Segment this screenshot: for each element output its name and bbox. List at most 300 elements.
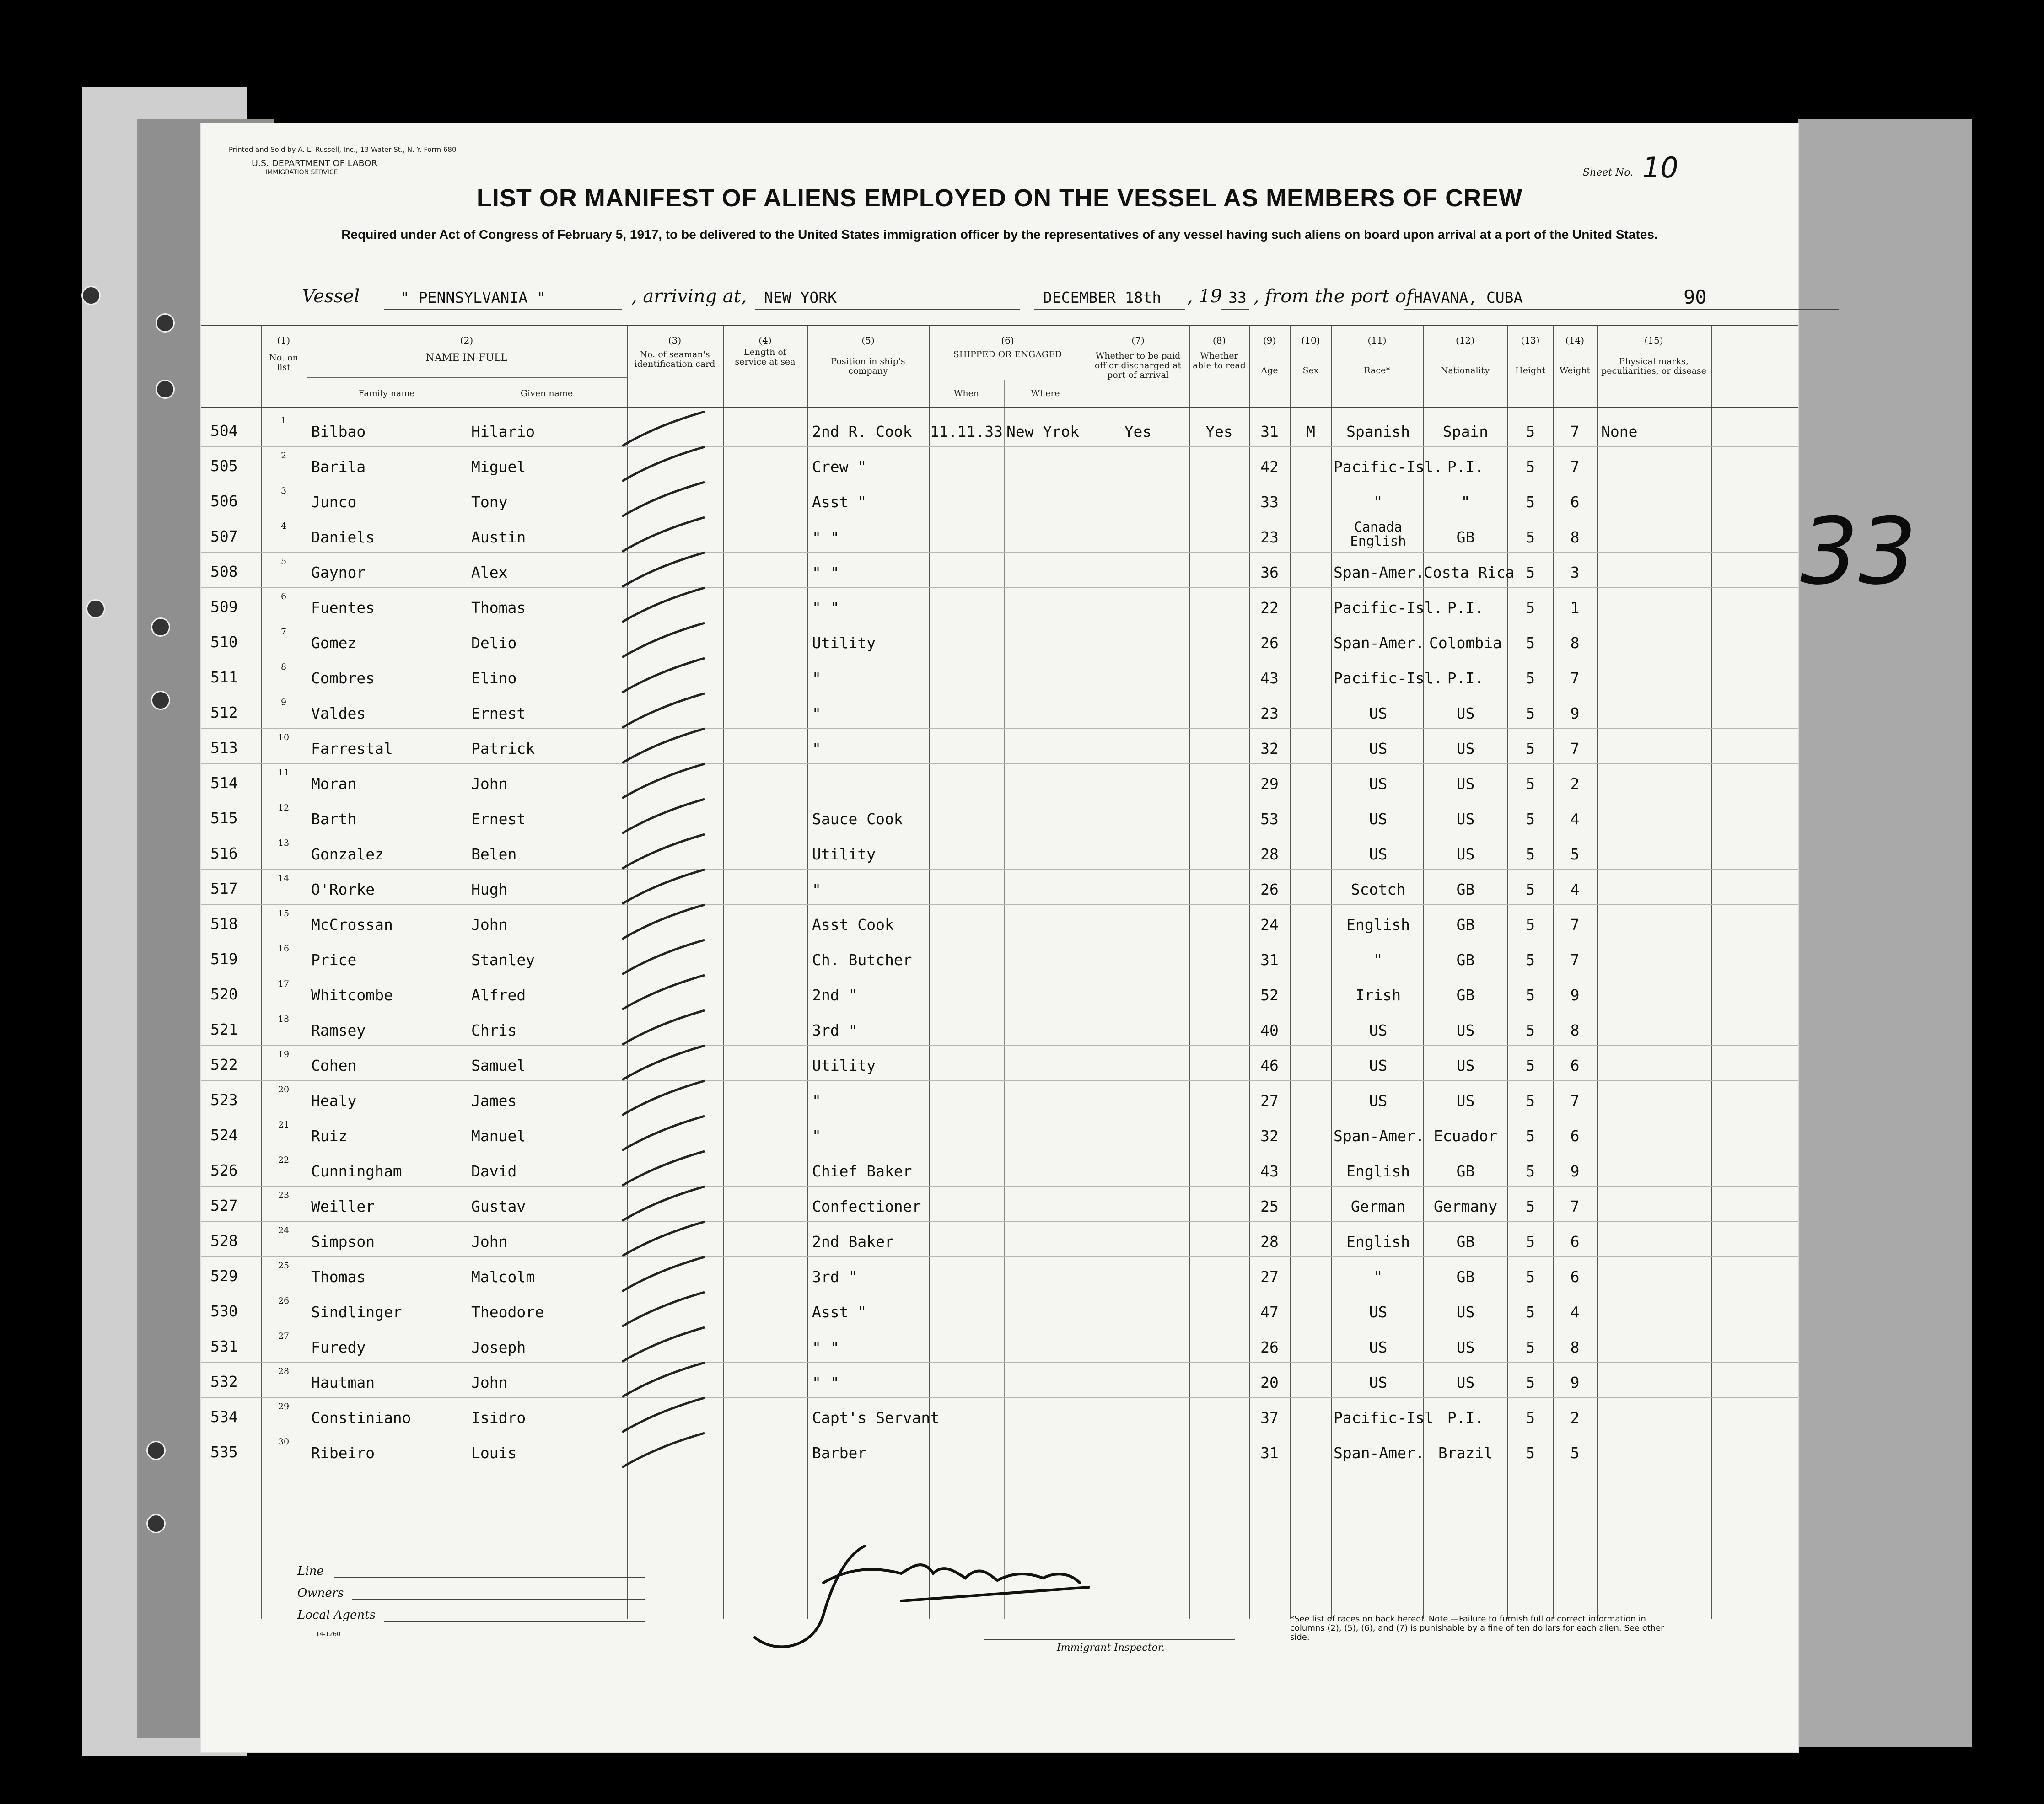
row-id: 531 bbox=[210, 1337, 238, 1355]
cell-age: 23 bbox=[1260, 704, 1279, 722]
row-id: 526 bbox=[210, 1161, 238, 1179]
cell-family: Simpson bbox=[311, 1233, 375, 1251]
cell-given: John bbox=[471, 1374, 508, 1391]
cell-nationality: GB bbox=[1456, 1233, 1475, 1251]
table-row bbox=[201, 1222, 1798, 1257]
cell-no: 21 bbox=[278, 1120, 290, 1130]
cell-family: Healy bbox=[311, 1092, 357, 1110]
col-14-header: Weight bbox=[1559, 365, 1591, 376]
printer-credit: Printed and Sold by A. L. Russell, Inc., 13 Water St., N. Y. Form 680 bbox=[229, 145, 457, 154]
cell-age: 27 bbox=[1260, 1092, 1279, 1110]
cell-race: Pacific-Isl. bbox=[1334, 458, 1443, 476]
cell-race: Pacific-Isl. bbox=[1334, 599, 1443, 617]
cell-race: US bbox=[1369, 810, 1388, 828]
cell-weight: 7 bbox=[1570, 458, 1580, 476]
sheet-number-label: Sheet No. bbox=[1583, 167, 1634, 178]
cell-nationality: GB bbox=[1456, 986, 1475, 1004]
cell-nationality: US bbox=[1456, 1057, 1475, 1074]
department-label: U.S. DEPARTMENT OF LABOR bbox=[252, 158, 377, 168]
cell-nationality: Costa Rica bbox=[1424, 564, 1515, 581]
col-5-header: Position in ship's company bbox=[831, 356, 905, 376]
cell-no: 6 bbox=[280, 591, 287, 601]
cell-weight: 8 bbox=[1570, 634, 1580, 652]
cell-race: Span-Amer. bbox=[1334, 1444, 1425, 1462]
cell-height: 5 bbox=[1526, 916, 1535, 934]
arrival-date: DECEMBER 18th bbox=[1043, 289, 1162, 306]
row-id: 520 bbox=[210, 985, 238, 1003]
cell-weight: 4 bbox=[1570, 810, 1580, 828]
cell-weight: 2 bbox=[1570, 775, 1580, 793]
cell-height: 5 bbox=[1526, 740, 1535, 757]
col-2-num: (2) bbox=[460, 335, 473, 346]
cell-no: 16 bbox=[278, 944, 290, 954]
cell-family: Ribeiro bbox=[311, 1444, 375, 1462]
table-row bbox=[201, 1398, 1798, 1433]
row-id: 514 bbox=[210, 774, 238, 792]
row-id: 529 bbox=[210, 1267, 238, 1285]
cell-weight: 3 bbox=[1570, 564, 1580, 581]
row-id: 516 bbox=[210, 844, 238, 862]
manifest-table bbox=[201, 325, 1798, 1619]
row-id: 513 bbox=[210, 739, 238, 757]
cell-given: Tony bbox=[471, 493, 508, 511]
cell-age: 46 bbox=[1260, 1057, 1279, 1074]
cell-nationality: Colombia bbox=[1429, 634, 1502, 652]
punch-hole bbox=[156, 380, 175, 399]
table-row bbox=[201, 588, 1798, 623]
cell-age: 32 bbox=[1260, 1127, 1279, 1145]
cell-family: Barila bbox=[311, 458, 366, 476]
cell-weight: 9 bbox=[1570, 986, 1580, 1004]
col-12-header: Nationality bbox=[1440, 365, 1490, 376]
cell-position: " bbox=[812, 704, 821, 722]
cell-height: 5 bbox=[1526, 775, 1535, 793]
cell-height: 5 bbox=[1526, 1409, 1535, 1427]
table-row bbox=[201, 553, 1798, 588]
table-row bbox=[201, 447, 1798, 482]
cell-given: Hugh bbox=[471, 881, 508, 898]
cell-no: 28 bbox=[278, 1366, 290, 1376]
cell-no: 5 bbox=[280, 556, 287, 566]
cell-position: Asst " bbox=[812, 1303, 867, 1321]
cell-age: 33 bbox=[1260, 493, 1279, 511]
cell-family: Whitcombe bbox=[311, 986, 393, 1004]
table-row bbox=[201, 764, 1798, 799]
col-11-header: Race* bbox=[1364, 365, 1390, 376]
cell-age: 42 bbox=[1260, 458, 1279, 476]
cell-no: 2 bbox=[280, 451, 287, 461]
row-id: 519 bbox=[210, 950, 238, 968]
cell-race: Spanish bbox=[1346, 423, 1410, 440]
cell-given: Hilario bbox=[471, 423, 535, 440]
cell-height: 5 bbox=[1526, 493, 1535, 511]
table-row bbox=[201, 975, 1798, 1010]
cell-height: 5 bbox=[1526, 881, 1535, 898]
col-7-num: (7) bbox=[1131, 335, 1145, 346]
manifest-sheet bbox=[201, 123, 1798, 1752]
col-10-num: (10) bbox=[1301, 335, 1320, 346]
cell-weight: 7 bbox=[1570, 1092, 1580, 1110]
col-8-header: Whether able to read bbox=[1193, 351, 1246, 370]
cell-nationality: US bbox=[1456, 1338, 1475, 1356]
cell-nationality: GB bbox=[1456, 881, 1475, 898]
punch-hole bbox=[151, 691, 170, 710]
cell-weight: 8 bbox=[1570, 528, 1580, 546]
col-6-header: SHIPPED OR ENGAGED bbox=[953, 349, 1062, 360]
col-2-header: NAME IN FULL bbox=[425, 352, 508, 364]
cell-position: Barber bbox=[812, 1444, 867, 1462]
cell-weight: 6 bbox=[1570, 1268, 1580, 1286]
cell-family: Thomas bbox=[311, 1268, 366, 1286]
table-row bbox=[201, 1433, 1798, 1468]
cell-nationality: US bbox=[1456, 1021, 1475, 1039]
cell-family: Bilbao bbox=[311, 423, 366, 440]
table-row bbox=[201, 1257, 1798, 1292]
cell-weight: 7 bbox=[1570, 1197, 1580, 1215]
cell-no: 26 bbox=[278, 1296, 290, 1306]
cell-given: Malcolm bbox=[471, 1268, 535, 1286]
cell-weight: 4 bbox=[1570, 881, 1580, 898]
cell-family: Combres bbox=[311, 669, 375, 687]
cell-family: Valdes bbox=[311, 704, 366, 722]
cell-no: 1 bbox=[280, 415, 287, 425]
cell-no: 3 bbox=[280, 486, 287, 496]
cell-weight: 2 bbox=[1570, 1409, 1580, 1427]
cell-nationality: US bbox=[1456, 845, 1475, 863]
cell-family: Farrestal bbox=[311, 740, 393, 757]
table-row bbox=[201, 940, 1798, 975]
cell-weight: 9 bbox=[1570, 1162, 1580, 1180]
cell-paid: Yes bbox=[1124, 423, 1152, 440]
cell-nationality: GB bbox=[1456, 528, 1475, 546]
cell-height: 5 bbox=[1526, 1374, 1535, 1391]
margin-annotation: 33 bbox=[1800, 499, 1917, 605]
row-id: 528 bbox=[210, 1232, 238, 1250]
footer-note: *See list of races on back hereof. Note.—Failure to furnish full or correct information in columns (2), (5), (6), and (7) is punishable by a fine of ten dollars for each alien. See other side. bbox=[1290, 1614, 1664, 1642]
cell-no: 27 bbox=[278, 1331, 290, 1341]
form-code: 14-1260 bbox=[316, 1631, 341, 1638]
col-8-num: (8) bbox=[1212, 335, 1226, 346]
cell-sex: M bbox=[1306, 423, 1315, 440]
cell-age: 29 bbox=[1260, 775, 1279, 793]
inspector-label: Immigrant Inspector. bbox=[1057, 1642, 1165, 1654]
cell-height: 5 bbox=[1526, 564, 1535, 581]
cell-height: 5 bbox=[1526, 1021, 1535, 1039]
cell-age: 25 bbox=[1260, 1197, 1279, 1215]
cell-weight: 7 bbox=[1570, 669, 1580, 687]
table-row bbox=[201, 693, 1798, 729]
cell-given: Ernest bbox=[471, 704, 526, 722]
cell-age: 37 bbox=[1260, 1409, 1279, 1427]
cell-family: O'Rorke bbox=[311, 881, 375, 898]
year-prefix: , 19 bbox=[1187, 286, 1222, 307]
cell-race: " bbox=[1373, 951, 1383, 969]
cell-height: 5 bbox=[1526, 1127, 1535, 1145]
cell-height: 5 bbox=[1526, 458, 1535, 476]
cell-given: Theodore bbox=[471, 1303, 544, 1321]
vessel-name: " PENNSYLVANIA " bbox=[400, 289, 546, 306]
cell-position: " bbox=[812, 1092, 821, 1110]
cell-race: Canada English bbox=[1350, 519, 1406, 549]
cell-position: Capt's Servant bbox=[812, 1409, 940, 1427]
table-row bbox=[201, 412, 1798, 447]
cell-family: Junco bbox=[311, 493, 357, 511]
punch-hole bbox=[146, 1514, 166, 1533]
sheet-number: 10 bbox=[1642, 151, 1678, 184]
table-row bbox=[201, 1010, 1798, 1046]
cell-age: 27 bbox=[1260, 1268, 1279, 1286]
col-13-num: (13) bbox=[1521, 335, 1540, 346]
cell-weight: 6 bbox=[1570, 1127, 1580, 1145]
cell-height: 5 bbox=[1526, 951, 1535, 969]
row-id: 521 bbox=[210, 1020, 238, 1038]
cell-given: Alex bbox=[471, 564, 508, 581]
service-label: IMMIGRATION SERVICE bbox=[265, 169, 338, 176]
cell-family: McCrossan bbox=[311, 916, 393, 934]
page-number: 90 bbox=[1684, 286, 1707, 308]
cell-no: 9 bbox=[280, 697, 287, 707]
cell-family: Ruiz bbox=[311, 1127, 348, 1145]
col-4-num: (4) bbox=[758, 335, 772, 346]
cell-height: 5 bbox=[1526, 986, 1535, 1004]
cell-no: 13 bbox=[278, 838, 290, 848]
cell-height: 5 bbox=[1526, 599, 1535, 617]
cell-height: 5 bbox=[1526, 423, 1535, 440]
cell-age: 20 bbox=[1260, 1374, 1279, 1391]
cell-race: English bbox=[1346, 1233, 1410, 1251]
cell-position: " bbox=[812, 881, 821, 898]
cell-no: 17 bbox=[278, 979, 290, 989]
cell-position: " " bbox=[812, 564, 839, 581]
cell-no: 12 bbox=[278, 803, 290, 813]
cell-no: 11 bbox=[278, 768, 290, 778]
cell-nationality: US bbox=[1456, 810, 1475, 828]
cell-weight: 6 bbox=[1570, 493, 1580, 511]
cell-no: 30 bbox=[278, 1437, 290, 1447]
row-id: 527 bbox=[210, 1197, 238, 1214]
cell-race: Span-Amer. bbox=[1334, 564, 1425, 581]
cell-family: Cunningham bbox=[311, 1162, 402, 1180]
cell-weight: 9 bbox=[1570, 704, 1580, 722]
punch-hole bbox=[81, 286, 101, 305]
cell-position: " bbox=[812, 669, 821, 687]
table-row bbox=[201, 1151, 1798, 1187]
col-6-num: (6) bbox=[1001, 335, 1014, 346]
col-7-header: Whether to be paid off or discharged at port of arrival bbox=[1094, 351, 1182, 380]
row-id: 523 bbox=[210, 1091, 238, 1109]
cell-race: German bbox=[1350, 1197, 1406, 1215]
cell-position: Utility bbox=[812, 1057, 876, 1074]
cell-family: Daniels bbox=[311, 528, 375, 546]
cell-given: Isidro bbox=[471, 1409, 526, 1427]
cell-family: Sindlinger bbox=[311, 1303, 402, 1321]
cell-when: 11.11.33 bbox=[930, 423, 1003, 440]
cell-race: English bbox=[1346, 1162, 1410, 1180]
cell-weight: 5 bbox=[1570, 845, 1580, 863]
cell-position: Utility bbox=[812, 634, 876, 652]
cell-age: 26 bbox=[1260, 881, 1279, 898]
cell-family: Price bbox=[311, 951, 357, 969]
col-3-num: (3) bbox=[668, 335, 682, 346]
cell-weight: 7 bbox=[1570, 951, 1580, 969]
col-1-num: (1) bbox=[277, 335, 290, 346]
col-1-header: No. on list bbox=[269, 353, 298, 372]
cell-family: Furedy bbox=[311, 1338, 366, 1356]
cell-given: Chris bbox=[471, 1021, 517, 1039]
table-row bbox=[201, 729, 1798, 764]
cell-age: 26 bbox=[1260, 1338, 1279, 1356]
cell-given: Joseph bbox=[471, 1338, 526, 1356]
cell-given: Miguel bbox=[471, 458, 526, 476]
vessel-label: Vessel bbox=[302, 286, 360, 307]
cell-race: US bbox=[1369, 704, 1388, 722]
cell-height: 5 bbox=[1526, 1057, 1535, 1074]
cell-age: 47 bbox=[1260, 1303, 1279, 1321]
cell-family: Ramsey bbox=[311, 1021, 366, 1039]
col-9-header: Age bbox=[1261, 365, 1278, 376]
cell-nationality: US bbox=[1456, 740, 1475, 757]
col-14-num: (14) bbox=[1565, 335, 1585, 346]
cell-given: Elino bbox=[471, 669, 517, 687]
cell-race: " bbox=[1373, 493, 1383, 511]
cell-position: Utility bbox=[812, 845, 876, 863]
cell-family: Gaynor bbox=[311, 564, 366, 581]
cell-weight: 9 bbox=[1570, 1374, 1580, 1391]
row-id: 535 bbox=[210, 1443, 238, 1461]
cell-age: 52 bbox=[1260, 986, 1279, 1004]
cell-race: US bbox=[1369, 1338, 1388, 1356]
cell-race: US bbox=[1369, 1021, 1388, 1039]
cell-race: " bbox=[1373, 1268, 1383, 1286]
cell-age: 53 bbox=[1260, 810, 1279, 828]
cell-nationality: Germany bbox=[1433, 1197, 1498, 1215]
cell-no: 19 bbox=[278, 1049, 290, 1059]
cell-age: 40 bbox=[1260, 1021, 1279, 1039]
punch-hole bbox=[146, 1441, 166, 1460]
row-id: 515 bbox=[210, 809, 238, 827]
cell-age: 26 bbox=[1260, 634, 1279, 652]
cell-age: 43 bbox=[1260, 1162, 1279, 1180]
cell-race: US bbox=[1369, 1303, 1388, 1321]
cell-age: 32 bbox=[1260, 740, 1279, 757]
cell-no: 10 bbox=[278, 732, 290, 742]
cell-nationality: GB bbox=[1456, 1268, 1475, 1286]
cell-given: Louis bbox=[471, 1444, 517, 1462]
cell-given: Stanley bbox=[471, 951, 535, 969]
cell-position: 2nd Baker bbox=[812, 1233, 894, 1251]
row-id: 532 bbox=[210, 1373, 238, 1391]
cell-height: 5 bbox=[1526, 704, 1535, 722]
cell-given: Samuel bbox=[471, 1057, 526, 1074]
table-row bbox=[201, 1292, 1798, 1327]
cell-race: Irish bbox=[1355, 986, 1401, 1004]
cell-given: James bbox=[471, 1092, 517, 1110]
cell-nationality: GB bbox=[1456, 916, 1475, 934]
cell-height: 5 bbox=[1526, 634, 1535, 652]
cell-no: 7 bbox=[280, 627, 287, 637]
cell-age: 36 bbox=[1260, 564, 1279, 581]
cell-height: 5 bbox=[1526, 1303, 1535, 1321]
cell-no: 15 bbox=[278, 908, 290, 918]
table-row bbox=[201, 517, 1798, 553]
cell-age: 28 bbox=[1260, 1233, 1279, 1251]
cell-race: US bbox=[1369, 775, 1388, 793]
cell-given: Gustav bbox=[471, 1197, 526, 1215]
table-row bbox=[201, 1081, 1798, 1116]
cell-weight: 1 bbox=[1570, 599, 1580, 617]
cell-weight: 4 bbox=[1570, 1303, 1580, 1321]
table-row bbox=[201, 1363, 1798, 1398]
cell-nationality: US bbox=[1456, 1303, 1475, 1321]
cell-given: Thomas bbox=[471, 599, 526, 617]
cell-given: David bbox=[471, 1162, 517, 1180]
cell-height: 5 bbox=[1526, 1268, 1535, 1286]
cell-no: 23 bbox=[278, 1190, 290, 1200]
cell-nationality: US bbox=[1456, 704, 1475, 722]
cell-given: Manuel bbox=[471, 1127, 526, 1145]
cell-race: US bbox=[1369, 1374, 1388, 1391]
cell-height: 5 bbox=[1526, 1162, 1535, 1180]
table-row bbox=[201, 1116, 1798, 1151]
given-name-header: Given name bbox=[520, 388, 573, 398]
cell-nationality: GB bbox=[1456, 951, 1475, 969]
cell-nationality: P.I. bbox=[1447, 458, 1484, 476]
cell-marks: None bbox=[1601, 423, 1638, 440]
cell-no: 20 bbox=[278, 1085, 290, 1095]
cell-nationality: P.I. bbox=[1447, 1409, 1484, 1427]
row-id: 507 bbox=[210, 527, 238, 545]
row-id: 505 bbox=[210, 457, 238, 475]
col-4-header: Length of service at sea bbox=[735, 347, 796, 367]
cell-age: 23 bbox=[1260, 528, 1279, 546]
cell-where: New Yrok bbox=[1006, 423, 1079, 440]
cell-race: US bbox=[1369, 740, 1388, 757]
cell-no: 18 bbox=[278, 1014, 290, 1024]
cell-race: US bbox=[1369, 845, 1388, 863]
cell-family: Weiller bbox=[311, 1197, 375, 1215]
row-id: 510 bbox=[210, 633, 238, 651]
cell-family: Gomez bbox=[311, 634, 357, 652]
punch-hole bbox=[86, 599, 105, 618]
row-id: 506 bbox=[210, 492, 238, 510]
cell-no: 25 bbox=[278, 1261, 290, 1271]
where-header: Where bbox=[1031, 388, 1060, 398]
cell-age: 31 bbox=[1260, 1444, 1279, 1462]
cell-nationality: Brazil bbox=[1438, 1444, 1493, 1462]
cell-weight: 7 bbox=[1570, 740, 1580, 757]
cell-age: 28 bbox=[1260, 845, 1279, 863]
footer bbox=[279, 1564, 1789, 1702]
cell-age: 24 bbox=[1260, 916, 1279, 934]
punch-hole bbox=[156, 313, 175, 333]
cell-race: Span-Amer. bbox=[1334, 1127, 1425, 1145]
when-header: When bbox=[953, 388, 979, 398]
row-id: 534 bbox=[210, 1408, 238, 1426]
cell-given: Belen bbox=[471, 845, 517, 863]
cell-height: 5 bbox=[1526, 845, 1535, 863]
cell-no: 14 bbox=[278, 873, 290, 883]
punch-hole bbox=[151, 617, 170, 637]
cell-weight: 6 bbox=[1570, 1057, 1580, 1074]
table-row bbox=[201, 1327, 1798, 1363]
cell-race: English bbox=[1346, 916, 1410, 934]
table-row bbox=[201, 1187, 1798, 1222]
table-row bbox=[201, 905, 1798, 940]
arriving-label: , arriving at, bbox=[631, 286, 747, 307]
cell-given: Patrick bbox=[471, 740, 535, 757]
cell-height: 5 bbox=[1526, 1197, 1535, 1215]
cell-no: 8 bbox=[280, 662, 287, 672]
